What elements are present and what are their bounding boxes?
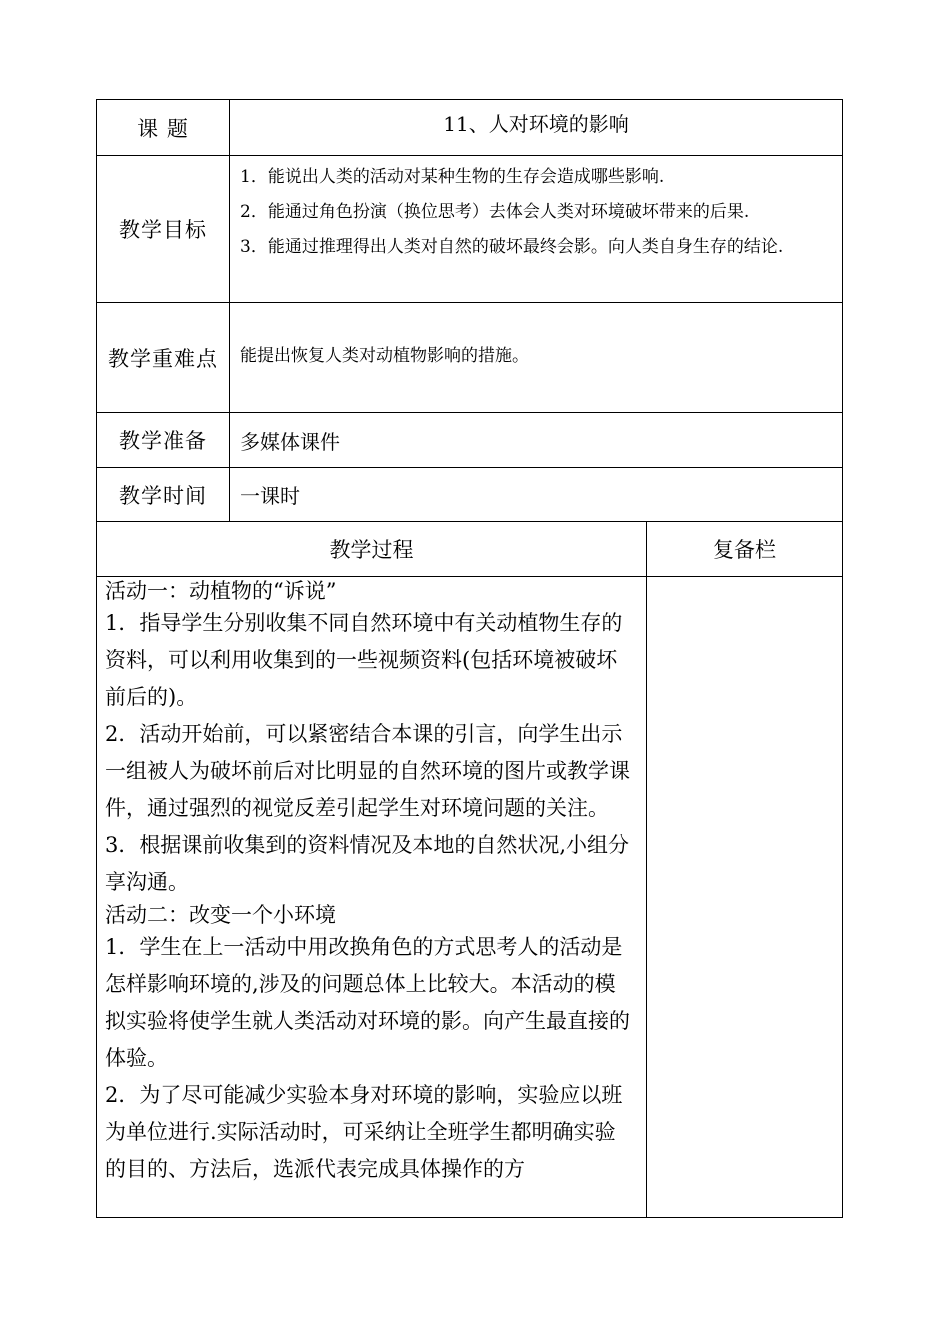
key-points-label: 教学重难点	[97, 303, 230, 412]
goal-item: 3．能通过推理得出人类对自然的破坏最终会影。向人类自身生存的结论.	[240, 237, 784, 257]
goal-item: 1．能说出人类的活动对某种生物的生存会造成哪些影响.	[240, 167, 665, 187]
activity-heading: 活动一：动植物的“诉说”	[105, 579, 337, 603]
activity-heading: 活动二：改变一个小环境	[105, 903, 336, 927]
review-column	[647, 577, 842, 1217]
time-value: 一课时	[240, 484, 300, 508]
key-points-value: 能提出恢复人类对动植物影响的措施。	[240, 346, 529, 366]
lesson-title: 11、人对环境的影响	[443, 112, 629, 136]
goal-list	[230, 156, 842, 302]
review-header: 复备栏	[713, 538, 776, 562]
preparation-value: 多媒体课件	[240, 429, 340, 454]
title-row	[97, 100, 842, 156]
process-paragraph: 2．活动开始前，可以紧密结合本课的引言，向学生出示一组被人为破坏前后对比明显的自然环境的图片或教学课件，通过强烈的视觉反差引起学生对环境问题的关注。	[105, 722, 630, 820]
process-paragraph: 3．根据课前收集到的资料情况及本地的自然状况,小组分享沟通。	[105, 833, 630, 894]
preparation-label: 教学准备	[97, 413, 230, 467]
process-header-row	[97, 522, 842, 577]
key-points-row	[97, 303, 842, 413]
process-paragraph: 1．学生在上一活动中用改换角色的方式思考人的活动是怎样影响环境的,涉及的问题总体上比较大。本活动的模拟实验将使学生就人类活动对环境的影。向产生最直接的体验。	[105, 935, 630, 1070]
process-content	[97, 577, 647, 1217]
time-label: 教学时间	[97, 468, 230, 521]
process-paragraph: 2．为了尽可能减少实验本身对环境的影响，实验应以班为单位进行.实际活动时，可采纳让全班学生都明确实验的目的、方法后，选派代表完成具体操作的方	[105, 1083, 623, 1181]
preparation-row	[97, 413, 842, 468]
time-row	[97, 468, 842, 522]
goal-label: 教学目标	[97, 156, 230, 302]
goal-row	[97, 156, 842, 303]
lesson-plan-table	[96, 99, 843, 1218]
process-header: 教学过程	[97, 522, 647, 576]
goal-item: 2．能通过角色扮演（换位思考）去体会人类对环境破坏带来的后果.	[240, 202, 750, 222]
title-label: 课 题	[97, 100, 230, 155]
process-paragraph: 1．指导学生分别收集不同自然环境中有关动植物生存的资料，可以利用收集到的一些视频资料(包括环境被破坏前后的)。	[105, 611, 623, 709]
